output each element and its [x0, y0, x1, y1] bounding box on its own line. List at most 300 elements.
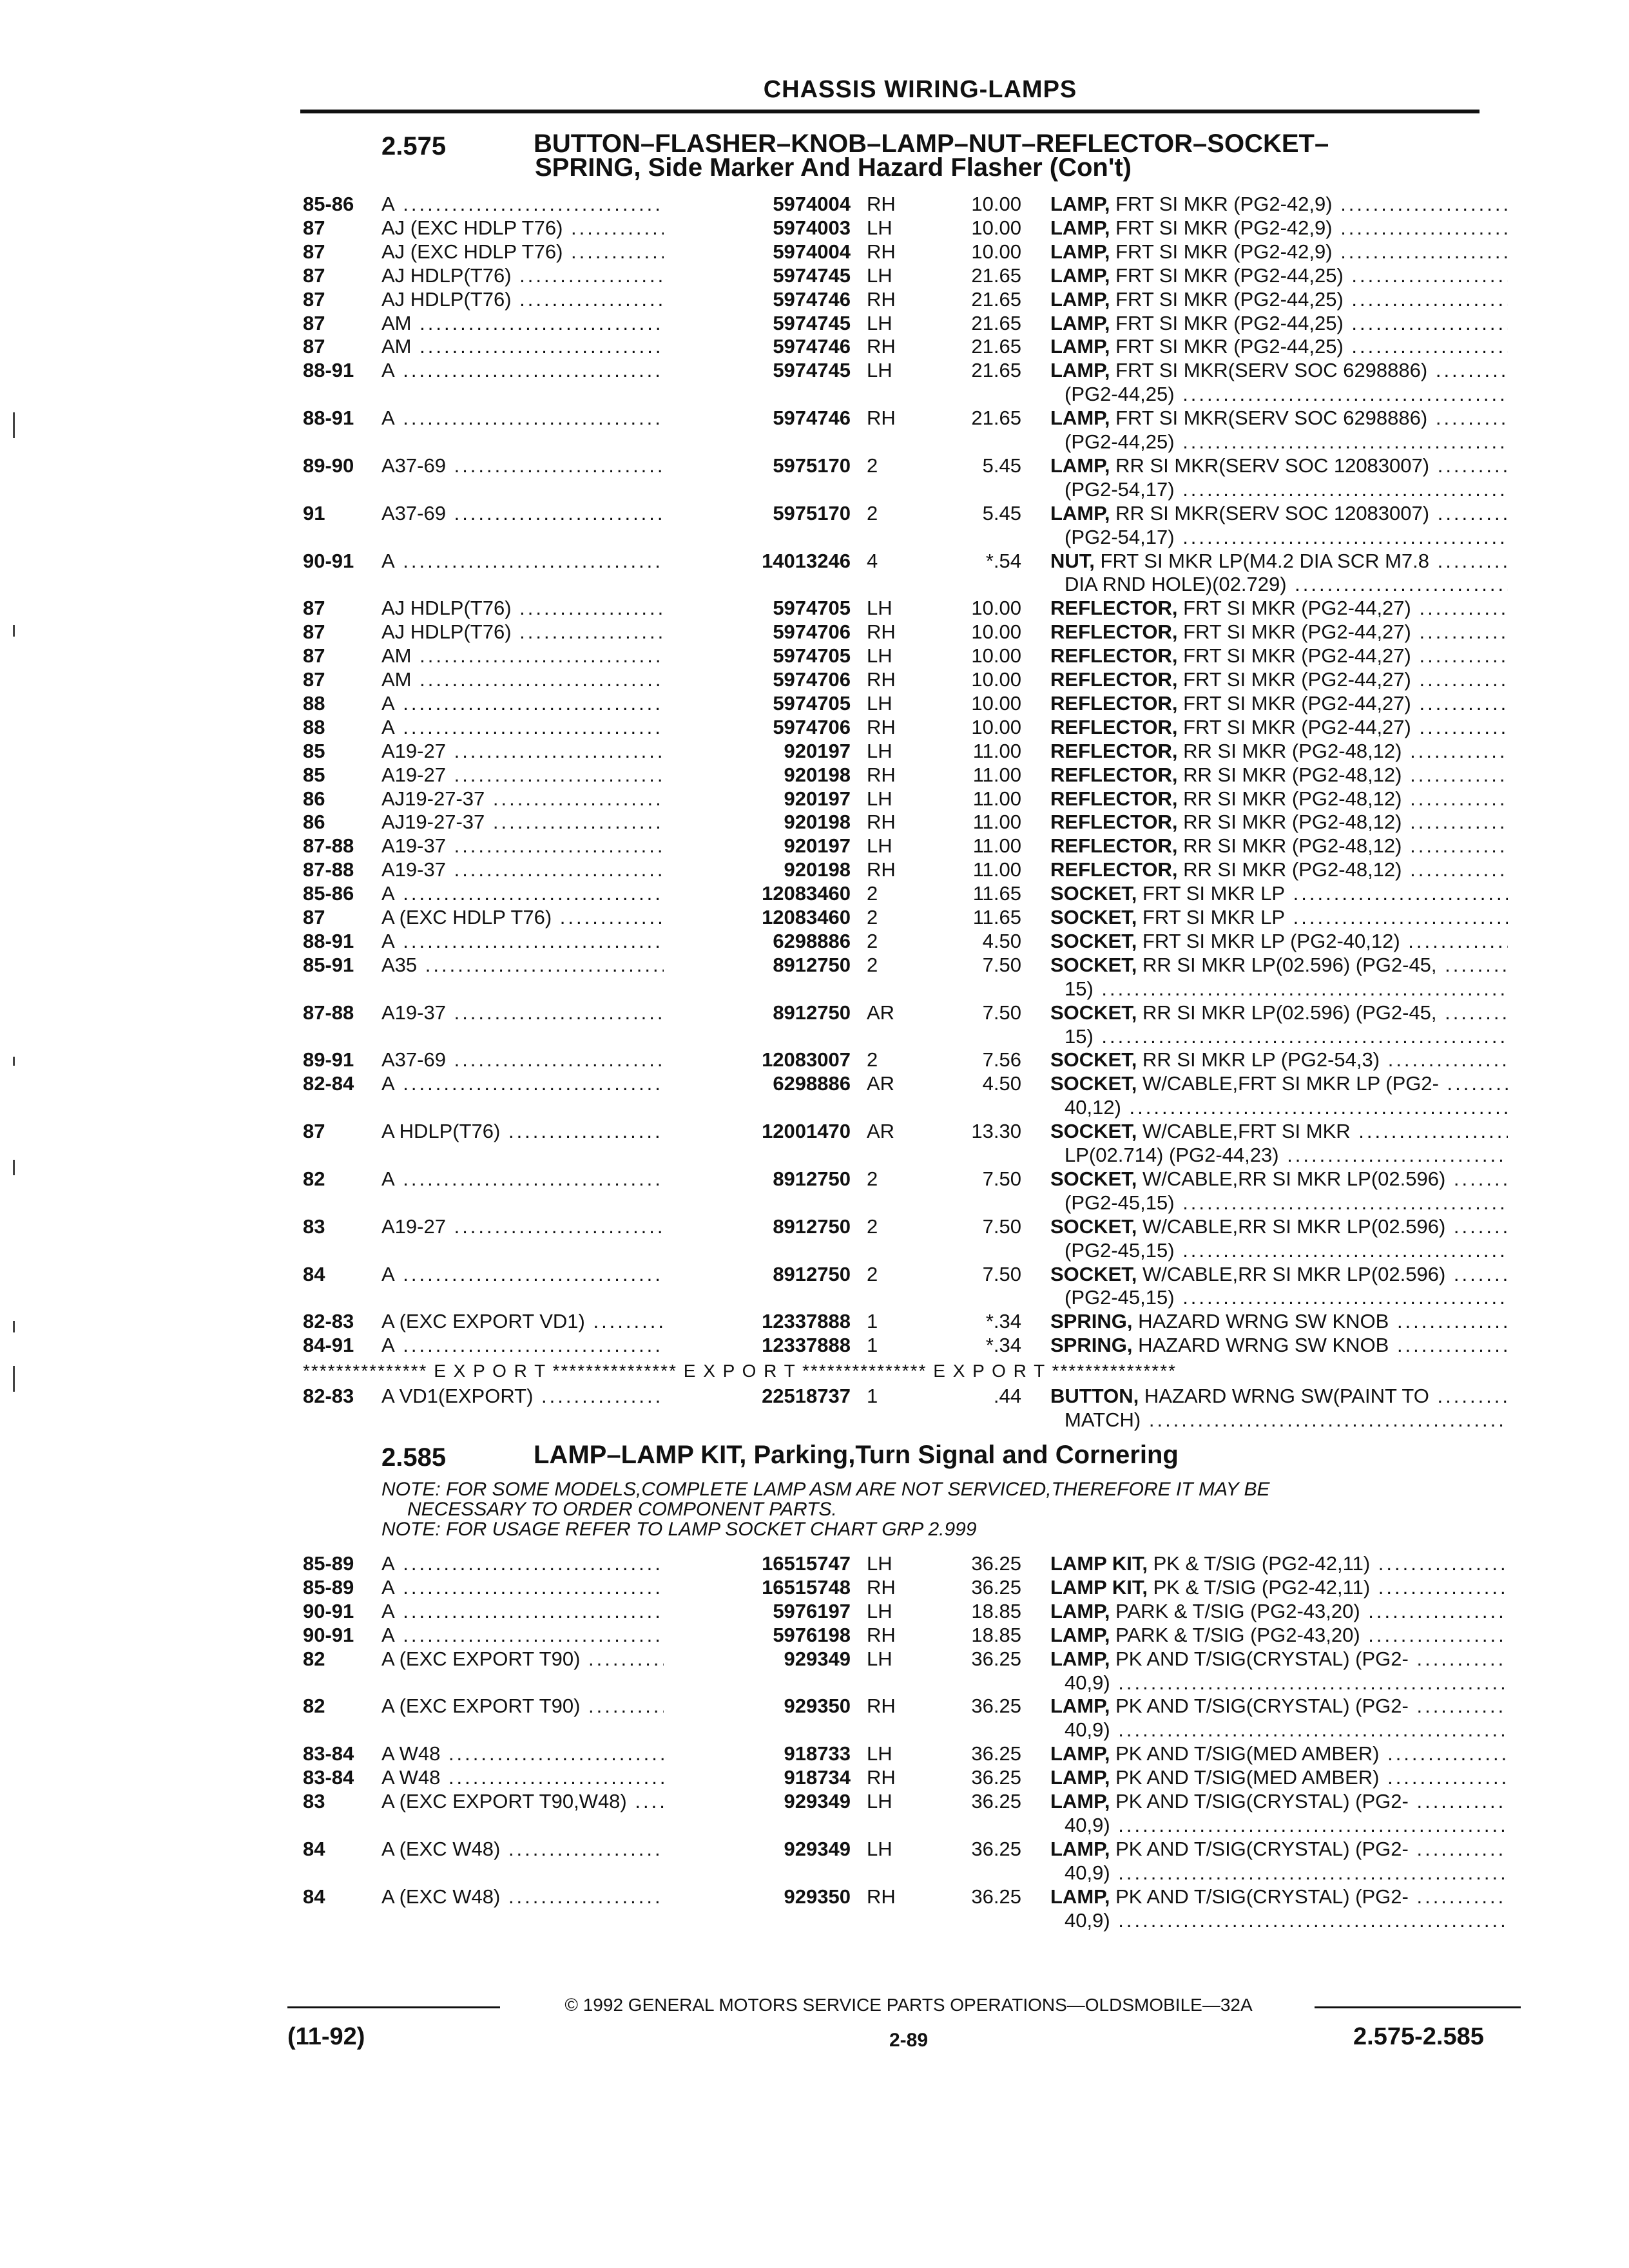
quantity: RH — [867, 811, 896, 834]
parts-row — [0, 953, 1629, 977]
part-number: 5974745 — [664, 358, 851, 382]
parts-row-continuation — [0, 1813, 1629, 1837]
part-name: BUTTON, — [1050, 1385, 1139, 1407]
model-year: 87-88 — [303, 834, 354, 858]
part-name: SOCKET, — [1050, 1167, 1137, 1190]
part-name: REFLECTOR, — [1050, 787, 1178, 810]
description-text: FRT SI MKR (PG2-44,25) — [1115, 335, 1344, 358]
description-text: FRT SI MKR(SERV SOC 6298886) — [1115, 359, 1428, 382]
description-text: FRT SI MKR (PG2-42,9) — [1115, 193, 1333, 215]
parts-row — [0, 358, 1629, 382]
part-number: 5974705 — [664, 596, 851, 620]
price: 18.85 — [971, 1623, 1021, 1646]
description-text: HAZARD WRNG SW(PAINT TO — [1144, 1385, 1429, 1407]
part-number: 5974746 — [664, 287, 851, 311]
model-usage: A37-69 ..... — [381, 501, 723, 525]
part-description — [1050, 739, 1508, 763]
description-text: PK AND T/SIG(MED AMBER) — [1115, 1742, 1380, 1765]
model-year: 90-91 — [303, 1623, 354, 1646]
section-number: 2.575 — [381, 132, 447, 160]
model-year: 87-88 — [303, 1001, 354, 1024]
description-text: RR SI MKR LP (PG2-54,3) — [1142, 1048, 1380, 1072]
model-usage: A ..... — [381, 1599, 723, 1623]
description-continued: (PG2-45,15) ..... — [1065, 1285, 1508, 1309]
part-number: 918733 — [664, 1742, 851, 1765]
parts-row — [0, 668, 1629, 691]
price: 11.65 — [972, 906, 1021, 928]
model-year: 87 — [303, 240, 325, 263]
description-text: PK & T/SIG (PG2-42,11) — [1153, 1575, 1371, 1599]
part-description — [1050, 1048, 1508, 1072]
model-usage: A ..... — [381, 358, 723, 382]
part-description — [1050, 596, 1508, 620]
part-number: 5974706 — [664, 620, 851, 644]
quantity: 2 — [867, 454, 878, 477]
parts-row — [0, 1694, 1629, 1718]
part-name: LAMP, — [1050, 1695, 1110, 1718]
description-text: FRT SI MKR LP (PG2-40,12) — [1142, 929, 1400, 952]
description-text: PK AND T/SIG(CRYSTAL) (PG2- — [1115, 1837, 1409, 1860]
part-number: 8912750 — [664, 1262, 851, 1286]
parts-row — [0, 1575, 1629, 1599]
parts-row — [0, 406, 1629, 430]
parts-row — [0, 192, 1629, 216]
parts-row-continuation — [0, 977, 1629, 1001]
model-usage: AJ19-27-37 ..... — [381, 810, 723, 834]
part-description — [1050, 763, 1508, 787]
part-number: 8912750 — [664, 1001, 851, 1024]
description-text: FRT SI MKR (PG2-44,27) — [1183, 597, 1411, 620]
part-number: 5976198 — [664, 1623, 851, 1647]
part-name: LAMP, — [1050, 1623, 1110, 1646]
part-number: 920197 — [664, 834, 851, 858]
price: 10.00 — [971, 644, 1021, 668]
quantity: RH — [867, 240, 896, 263]
footer-date: (11-92) — [287, 2023, 365, 2050]
quantity: LH — [867, 1552, 892, 1575]
model-usage: A (EXC EXPORT T90) ..... — [381, 1647, 723, 1671]
parts-row — [0, 1789, 1629, 1813]
part-description — [1050, 881, 1508, 905]
model-usage: A ..... — [381, 691, 723, 715]
description-continued: 15) ..... — [1065, 1024, 1508, 1048]
description-text: HAZARD WRNG SW KNOB — [1138, 1310, 1389, 1333]
parts-row — [0, 715, 1629, 739]
note-line: NECESSARY TO ORDER COMPONENT PARTS. — [407, 1499, 837, 1520]
part-number: 8912750 — [664, 1215, 851, 1238]
quantity: LH — [867, 359, 892, 382]
part-number: 920198 — [664, 810, 851, 834]
price: 36.25 — [971, 1766, 1021, 1789]
part-description — [1050, 1072, 1508, 1095]
price: 7.50 — [982, 1262, 1021, 1285]
footer-group-range: 2.575-2.585 — [1353, 2023, 1484, 2050]
model-year: 88-91 — [303, 359, 354, 382]
price: 21.65 — [971, 407, 1021, 430]
part-name: REFLECTOR, — [1050, 691, 1178, 715]
model-usage: A19-37 ..... — [381, 1001, 723, 1024]
model-year: 88-91 — [303, 929, 354, 952]
price: 5.45 — [982, 454, 1021, 477]
description-continued: 40,9) ..... — [1065, 1718, 1508, 1742]
model-year: 82-83 — [303, 1310, 354, 1333]
part-description — [1050, 240, 1508, 264]
price: 36.25 — [971, 1575, 1021, 1599]
part-number: 8912750 — [664, 953, 851, 977]
quantity: 4 — [867, 549, 878, 572]
part-name: SOCKET, — [1050, 929, 1137, 952]
part-name: LAMP, — [1050, 1837, 1110, 1860]
part-number: 920197 — [664, 787, 851, 811]
part-description — [1050, 715, 1508, 739]
price: 10.00 — [971, 691, 1021, 715]
parts-row-continuation — [0, 1908, 1629, 1932]
price: 11.65 — [972, 882, 1021, 905]
description-text: RR SI MKR (PG2-48,12) — [1183, 763, 1402, 786]
quantity: 2 — [867, 1215, 878, 1238]
part-name: SPRING, — [1050, 1310, 1133, 1333]
part-description — [1050, 549, 1508, 573]
model-usage: A W48 ..... — [381, 1765, 723, 1789]
part-number: 5975170 — [664, 454, 851, 477]
model-usage: A19-27 ..... — [381, 763, 723, 787]
part-description — [1050, 264, 1508, 287]
description-text: FRT SI MKR (PG2-44,25) — [1115, 264, 1344, 287]
part-description — [1050, 1119, 1508, 1143]
model-year: 87 — [303, 644, 325, 668]
footer-rule — [1315, 2006, 1521, 2008]
quantity: 1 — [867, 1334, 878, 1357]
model-usage: AJ HDLP(T76) ..... — [381, 620, 723, 644]
description-text: FRT SI MKR (PG2-42,9) — [1115, 240, 1333, 263]
quantity: RH — [867, 668, 896, 691]
parts-row-continuation — [0, 1095, 1629, 1119]
part-number: 12083007 — [664, 1048, 851, 1072]
model-year: 88-91 — [303, 407, 354, 430]
model-year: 85-91 — [303, 953, 354, 976]
price: 21.65 — [971, 311, 1021, 334]
part-number: 5974745 — [664, 264, 851, 287]
part-name: REFLECTOR, — [1050, 668, 1178, 691]
model-usage: A37-69 ..... — [381, 1048, 723, 1072]
model-usage: AM ..... — [381, 334, 723, 358]
parts-row-continuation — [0, 525, 1629, 549]
quantity: LH — [867, 1837, 892, 1860]
model-year: 85 — [303, 763, 325, 786]
model-usage: A ..... — [381, 1333, 723, 1357]
part-description — [1050, 1215, 1508, 1238]
price: 21.65 — [971, 264, 1021, 287]
part-description — [1050, 1765, 1508, 1789]
part-description — [1050, 1167, 1508, 1191]
quantity: 1 — [867, 1310, 878, 1333]
part-number: 920198 — [664, 858, 851, 881]
part-name: LAMP, — [1050, 1647, 1110, 1670]
parts-row — [0, 264, 1629, 287]
part-number: 920198 — [664, 763, 851, 787]
parts-row — [0, 881, 1629, 905]
footer-page-number: 2-89 — [889, 2030, 929, 2051]
quantity: 2 — [867, 882, 878, 905]
part-description — [1050, 1552, 1508, 1575]
section-title-line: BUTTON–FLASHER–KNOB–LAMP–NUT–REFLECTOR–SOCKET– — [534, 130, 1329, 158]
description-text: FRT SI MKR (PG2-44,27) — [1183, 668, 1411, 691]
description-continued: 15) ..... — [1065, 977, 1508, 1001]
price: 11.00 — [972, 858, 1021, 881]
parts-row-continuation — [0, 382, 1629, 406]
price: 10.00 — [971, 620, 1021, 644]
part-description — [1050, 1647, 1508, 1671]
quantity: RH — [867, 1695, 896, 1718]
part-name: LAMP, — [1050, 240, 1110, 263]
price: 11.00 — [972, 787, 1021, 810]
part-name: SOCKET, — [1050, 1001, 1137, 1024]
model-year: 87 — [303, 620, 325, 644]
price: *.34 — [985, 1334, 1021, 1357]
model-usage: A19-27 ..... — [381, 1215, 723, 1238]
description-text: FRT SI MKR (PG2-44,25) — [1115, 287, 1344, 311]
description-continued: 40,9) ..... — [1065, 1813, 1508, 1837]
parts-row — [0, 454, 1629, 477]
part-number: 920197 — [664, 739, 851, 763]
part-name: LAMP, — [1050, 501, 1110, 524]
description-continued: (PG2-54,17) ..... — [1065, 477, 1508, 501]
parts-row — [0, 501, 1629, 525]
price: 36.25 — [971, 1742, 1021, 1765]
model-year: 84 — [303, 1837, 325, 1860]
quantity: AR — [867, 1072, 895, 1095]
part-description — [1050, 1333, 1508, 1357]
description-text: RR SI MKR (PG2-48,12) — [1183, 787, 1402, 810]
quantity: LH — [867, 834, 892, 858]
description-text: W/CABLE,RR SI MKR LP(02.596) — [1142, 1215, 1446, 1238]
model-year: 84 — [303, 1885, 325, 1908]
model-year: 87 — [303, 906, 325, 928]
quantity: LH — [867, 1790, 892, 1812]
part-description — [1050, 787, 1508, 811]
description-text: PK AND T/SIG(CRYSTAL) (PG2- — [1115, 1695, 1409, 1718]
parts-row — [0, 1072, 1629, 1095]
part-number: 16515747 — [664, 1552, 851, 1575]
part-number: 5974004 — [664, 192, 851, 216]
quantity: LH — [867, 1647, 892, 1670]
quantity: RH — [867, 193, 896, 215]
parts-row — [0, 1837, 1629, 1861]
part-description — [1050, 192, 1508, 216]
model-year: 91 — [303, 501, 325, 524]
part-name: SPRING, — [1050, 1334, 1133, 1357]
part-description — [1050, 834, 1508, 858]
model-usage: A ..... — [381, 1072, 723, 1095]
model-usage: A19-37 ..... — [381, 858, 723, 881]
price: 10.00 — [971, 668, 1021, 691]
part-name: SOCKET, — [1050, 882, 1137, 905]
part-description — [1050, 644, 1508, 668]
model-year: 87 — [303, 597, 325, 620]
quantity: LH — [867, 1599, 892, 1622]
parts-row — [0, 1384, 1629, 1408]
part-number: 5974705 — [664, 644, 851, 668]
part-description — [1050, 1623, 1508, 1647]
parts-row — [0, 1048, 1629, 1072]
part-name: REFLECTOR, — [1050, 620, 1178, 644]
quantity: AR — [867, 1120, 895, 1143]
quantity: 2 — [867, 929, 878, 952]
parts-row — [0, 1885, 1629, 1908]
model-year: 85 — [303, 739, 325, 762]
price: 7.50 — [982, 953, 1021, 976]
model-usage: A ..... — [381, 1262, 723, 1286]
part-number: 16515748 — [664, 1575, 851, 1599]
model-year: 85-89 — [303, 1552, 354, 1575]
model-usage: AJ HDLP(T76) ..... — [381, 596, 723, 620]
price: 7.56 — [982, 1048, 1021, 1072]
model-usage: A HDLP(T76) ..... — [381, 1119, 723, 1143]
quantity: 1 — [867, 1385, 878, 1407]
export-divider: *************** E X P O R T *************** E X P O R T *************** E X P O R T *************** — [303, 1361, 1177, 1381]
part-description — [1050, 1599, 1508, 1623]
parts-row — [0, 240, 1629, 264]
part-name: REFLECTOR, — [1050, 644, 1178, 668]
model-usage: A19-37 ..... — [381, 834, 723, 858]
part-description — [1050, 1837, 1508, 1861]
quantity: LH — [867, 787, 892, 810]
parts-row — [0, 1262, 1629, 1286]
parts-row — [0, 1623, 1629, 1647]
model-usage: AM ..... — [381, 644, 723, 668]
part-number: 5974706 — [664, 715, 851, 739]
quantity: 2 — [867, 1262, 878, 1285]
price: 36.25 — [971, 1647, 1021, 1670]
section-title-line: SPRING, Side Marker And Hazard Flasher (Con't) — [535, 153, 1132, 182]
part-number: 12001470 — [664, 1119, 851, 1143]
parts-row — [0, 787, 1629, 811]
part-description — [1050, 668, 1508, 691]
quantity: RH — [867, 763, 896, 786]
part-description — [1050, 905, 1508, 929]
parts-row-continuation — [0, 1861, 1629, 1885]
part-name: LAMP, — [1050, 1599, 1110, 1622]
price: *.34 — [985, 1310, 1021, 1333]
price: 5.45 — [982, 501, 1021, 524]
model-year: 90-91 — [303, 549, 354, 572]
section-title — [534, 1443, 1179, 1467]
model-usage: AM ..... — [381, 668, 723, 691]
parts-row — [0, 929, 1629, 953]
quantity: RH — [867, 1885, 896, 1908]
model-year: 82 — [303, 1647, 325, 1670]
part-description — [1050, 334, 1508, 358]
model-usage: A ..... — [381, 1623, 723, 1647]
model-year: 83-84 — [303, 1766, 354, 1789]
part-name: REFLECTOR, — [1050, 715, 1178, 738]
part-number: 14013246 — [664, 549, 851, 573]
quantity: RH — [867, 1575, 896, 1599]
part-number: 5974705 — [664, 691, 851, 715]
price: 4.50 — [982, 1072, 1021, 1095]
part-description — [1050, 1262, 1508, 1286]
model-usage: A35 ..... — [381, 953, 723, 977]
price: 10.00 — [971, 216, 1021, 239]
model-usage: A ..... — [381, 881, 723, 905]
quantity: RH — [867, 715, 896, 738]
description-continued: (PG2-45,15) ..... — [1065, 1191, 1508, 1215]
footer-copyright: © 1992 GENERAL MOTORS SERVICE PARTS OPERATIONS—OLDSMOBILE—32A — [564, 1995, 1253, 2015]
part-name: LAMP, — [1050, 407, 1110, 430]
model-year: 87-88 — [303, 858, 354, 881]
description-text: FRT SI MKR (PG2-44,27) — [1183, 620, 1411, 644]
description-text: W/CABLE,FRT SI MKR — [1142, 1120, 1351, 1143]
model-usage: AJ HDLP(T76) ..... — [381, 264, 723, 287]
quantity: 2 — [867, 1048, 878, 1072]
parts-row-continuation — [0, 477, 1629, 501]
description-continued: (PG2-44,25) ..... — [1065, 430, 1508, 454]
part-description — [1050, 1742, 1508, 1765]
quantity: LH — [867, 739, 892, 762]
description-text: FRT SI MKR LP(M4.2 DIA SCR M7.8 — [1100, 549, 1430, 572]
part-number: 929350 — [664, 1885, 851, 1908]
description-text: W/CABLE,RR SI MKR LP(02.596) — [1142, 1262, 1446, 1285]
description-text: RR SI MKR (PG2-48,12) — [1183, 834, 1402, 858]
parts-row — [0, 620, 1629, 644]
parts-row — [0, 691, 1629, 715]
model-usage: A VD1(EXPORT) ..... — [381, 1384, 723, 1408]
part-number: 5974004 — [664, 240, 851, 264]
part-description — [1050, 1789, 1508, 1813]
description-text: W/CABLE,FRT SI MKR LP (PG2- — [1142, 1072, 1439, 1095]
description-text: FRT SI MKR LP — [1142, 906, 1286, 928]
model-usage: A ..... — [381, 715, 723, 739]
model-year: 87 — [303, 335, 325, 358]
section-number: 2.585 — [381, 1443, 447, 1472]
quantity: RH — [867, 335, 896, 358]
price: 21.65 — [971, 359, 1021, 382]
parts-row — [0, 334, 1629, 358]
parts-row — [0, 1599, 1629, 1623]
part-description — [1050, 358, 1508, 382]
model-year: 87 — [303, 1120, 325, 1143]
price: 10.00 — [971, 597, 1021, 620]
quantity: LH — [867, 311, 892, 334]
parts-row-continuation — [0, 1191, 1629, 1215]
part-name: SOCKET, — [1050, 1048, 1137, 1072]
model-usage: A37-69 ..... — [381, 454, 723, 477]
price: 4.50 — [982, 929, 1021, 952]
price: 21.65 — [971, 287, 1021, 311]
part-number: 5974003 — [664, 216, 851, 240]
model-usage: A ..... — [381, 1167, 723, 1191]
description-text: PK AND T/SIG(CRYSTAL) (PG2- — [1115, 1790, 1409, 1812]
parts-row — [0, 1647, 1629, 1671]
part-name: REFLECTOR, — [1050, 858, 1178, 881]
quantity: 2 — [867, 906, 878, 928]
part-name: LAMP, — [1050, 1742, 1110, 1765]
quantity: 2 — [867, 501, 878, 524]
part-number: 5974746 — [664, 334, 851, 358]
price: 36.25 — [971, 1885, 1021, 1908]
description-continued: 40,9) ..... — [1065, 1908, 1508, 1932]
model-year: 87 — [303, 668, 325, 691]
model-usage: A (EXC HDLP T76) ..... — [381, 905, 723, 929]
parts-row — [0, 1552, 1629, 1575]
model-year: 87 — [303, 264, 325, 287]
part-name: LAMP KIT, — [1050, 1552, 1148, 1575]
description-text: PK AND T/SIG(CRYSTAL) (PG2- — [1115, 1647, 1409, 1670]
description-continued: MATCH) ..... — [1065, 1408, 1508, 1432]
description-text: FRT SI MKR (PG2-42,9) — [1115, 216, 1333, 239]
part-name: LAMP, — [1050, 1885, 1110, 1908]
parts-row — [0, 739, 1629, 763]
